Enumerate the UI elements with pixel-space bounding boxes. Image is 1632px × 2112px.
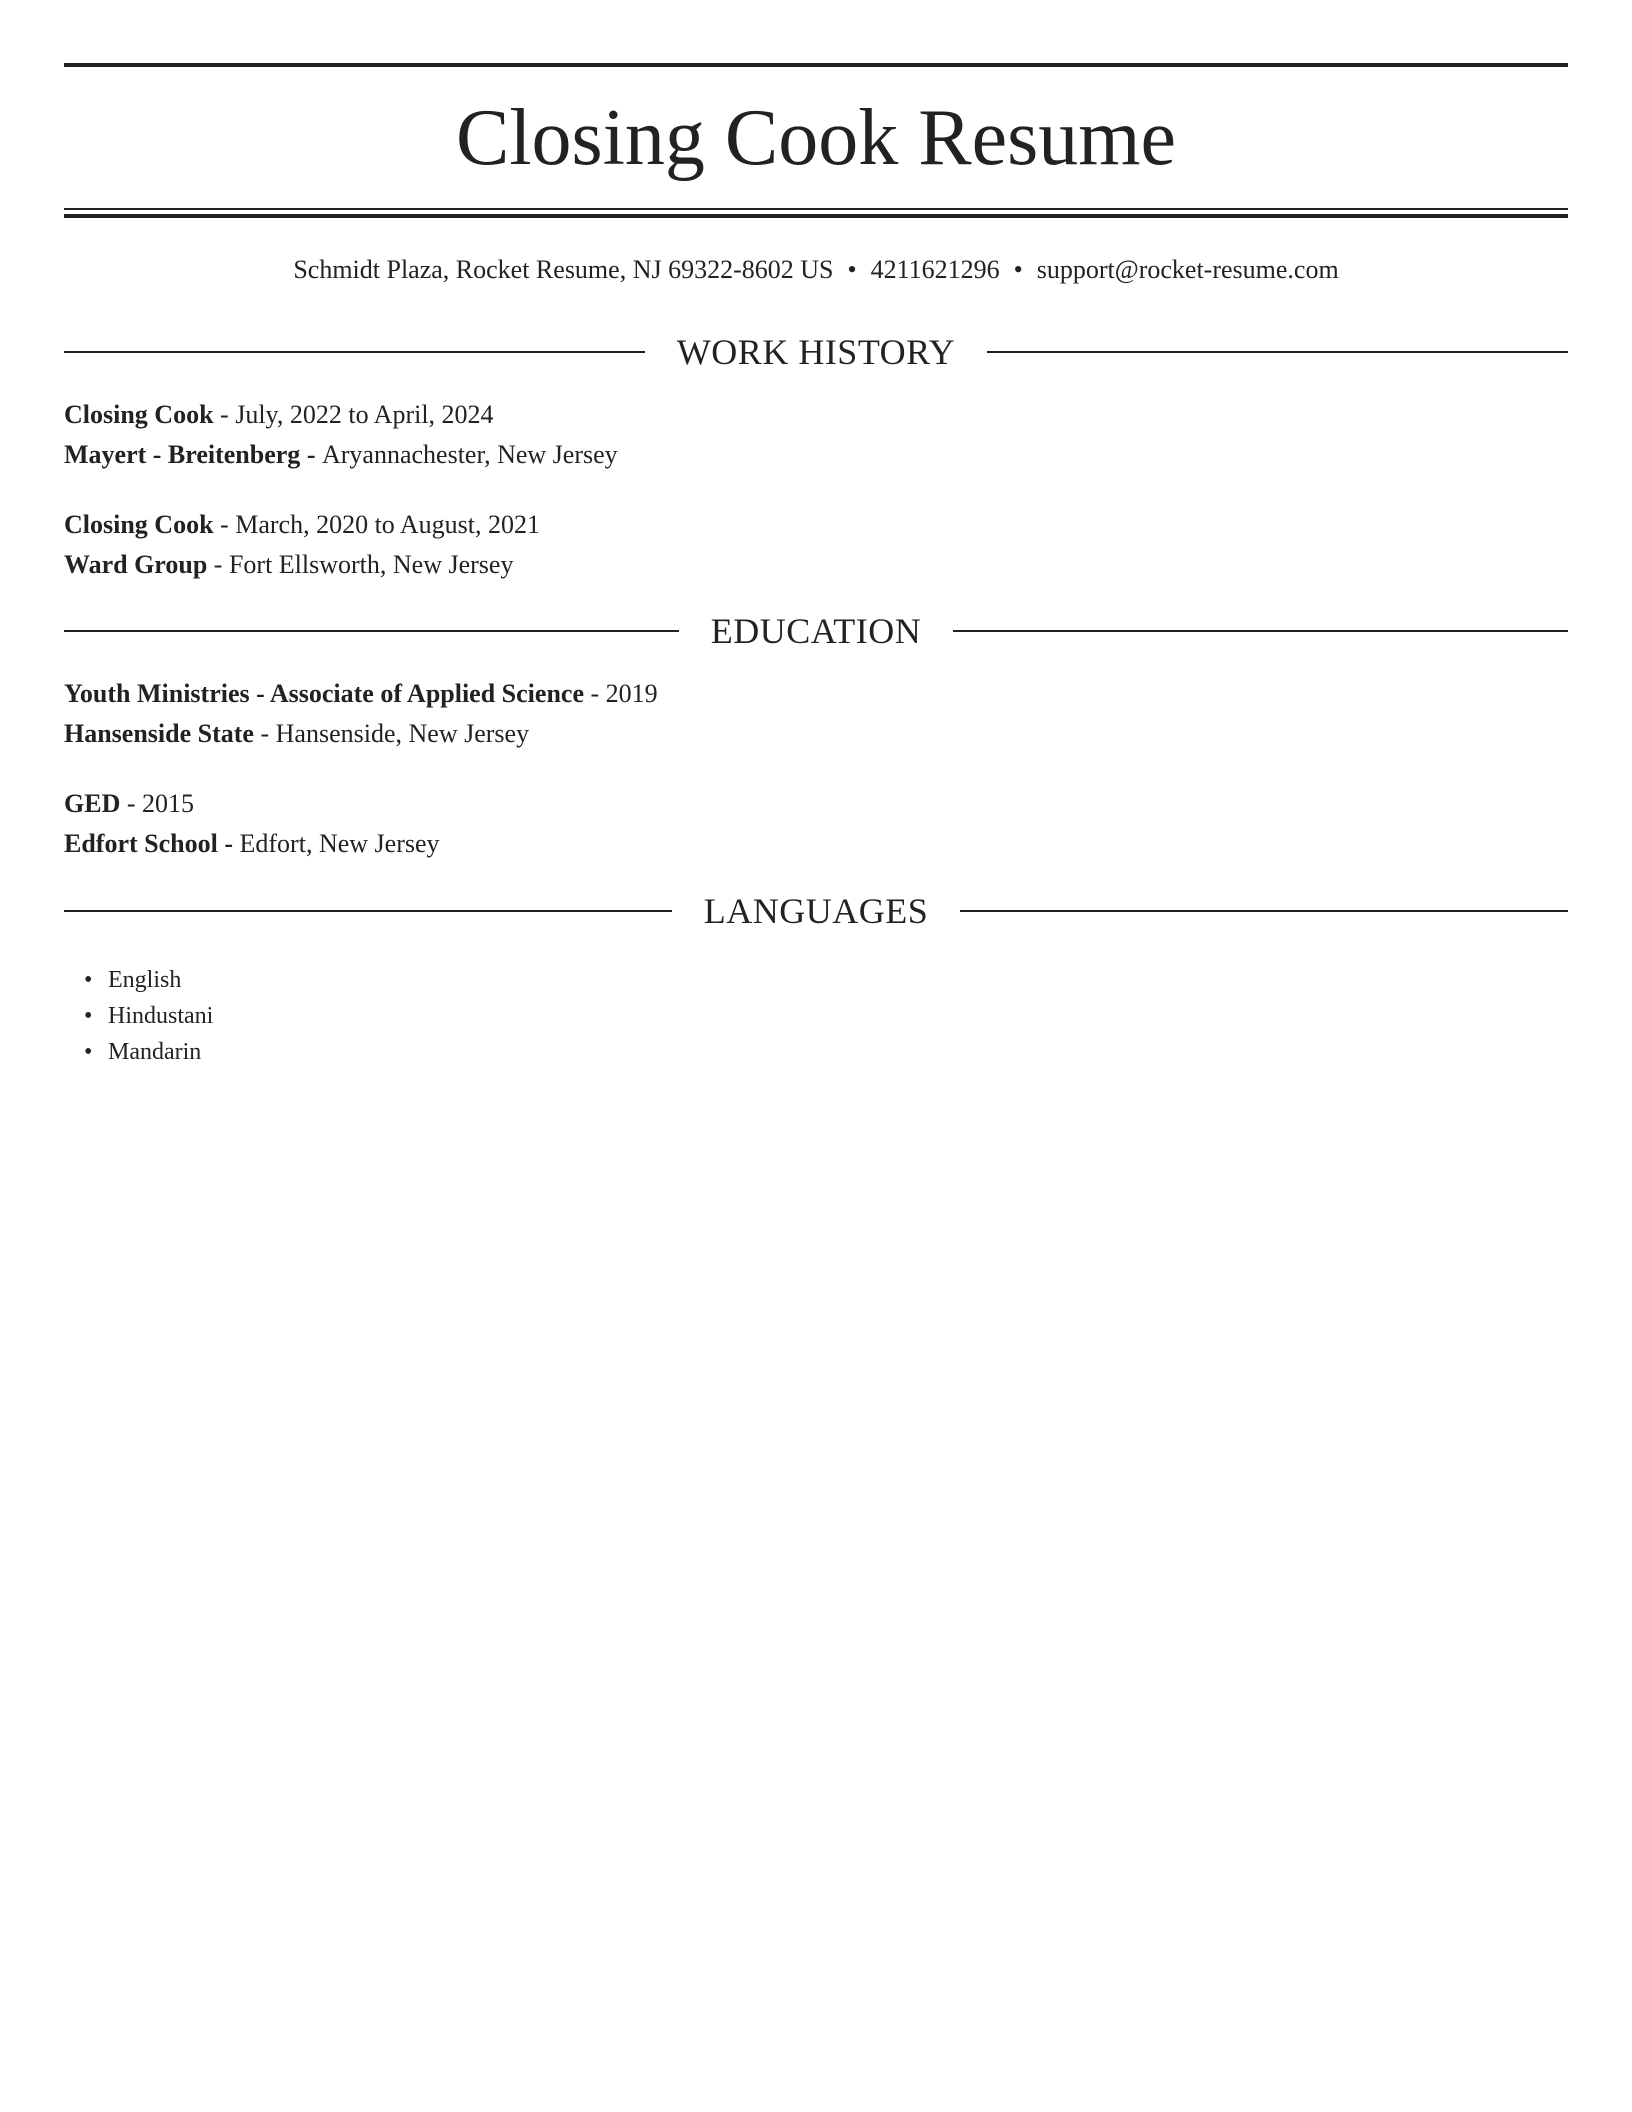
section-heading-education <box>64 606 1568 656</box>
school-name: Edfort School <box>64 829 218 858</box>
heading-rule-right <box>987 351 1568 353</box>
list-item <box>84 1034 213 1070</box>
degree: Youth Ministries - Associate of Applied Science <box>64 679 584 708</box>
top-rule <box>64 63 1568 67</box>
job-dates: March, 2020 to August, 2021 <box>235 510 540 539</box>
work-entry <box>64 505 1568 585</box>
heading-rule-left <box>64 351 645 353</box>
section-title: LANGUAGES <box>703 891 929 931</box>
dash: - <box>207 550 229 579</box>
language-name: Mandarin <box>108 1039 202 1065</box>
language-name: Hindustani <box>108 1003 214 1029</box>
bullet-icon: • <box>84 967 93 993</box>
dash: - <box>253 719 276 748</box>
job-company: Mayert - Breitenberg <box>64 440 301 469</box>
section-title: EDUCATION <box>710 611 922 651</box>
education-entry <box>64 674 1568 754</box>
heading-rule-right <box>953 630 1568 632</box>
job-dates: July, 2022 to April, 2024 <box>235 400 494 429</box>
dash: - <box>213 510 236 539</box>
graduation-year: 2019 <box>605 679 658 708</box>
school-location: Hansenside, New Jersey <box>275 719 530 748</box>
contact-separator: • <box>847 255 857 284</box>
bullet-icon: • <box>84 1039 93 1065</box>
job-title: Closing Cook <box>64 510 214 539</box>
job-title: Closing Cook <box>64 400 214 429</box>
school-name: Hansenside State <box>64 719 254 748</box>
languages-list <box>84 962 214 1070</box>
bullet-icon: • <box>84 1003 93 1029</box>
section-heading-work-history <box>64 327 1568 377</box>
contact-address: Schmidt Plaza, Rocket Resume, NJ 69322-8602 US <box>293 255 834 284</box>
title-rule-thin <box>64 208 1568 210</box>
work-entry <box>64 395 1568 475</box>
section-heading-languages <box>64 886 1568 936</box>
list-item <box>84 962 213 998</box>
dash: - <box>120 789 143 818</box>
dash: - <box>217 829 240 858</box>
dash: - <box>300 440 322 469</box>
language-name: English <box>108 967 182 993</box>
contact-line <box>64 252 1568 288</box>
heading-rule-right <box>960 910 1568 912</box>
degree: GED <box>64 789 121 818</box>
dash: - <box>584 679 606 708</box>
job-company: Ward Group <box>64 550 208 579</box>
section-title: WORK HISTORY <box>676 332 956 372</box>
contact-phone: 4211621296 <box>870 255 1000 284</box>
heading-rule-left <box>64 630 679 632</box>
list-item <box>84 998 214 1034</box>
heading-rule-left <box>64 910 672 912</box>
title-rule-thick <box>64 214 1568 218</box>
contact-separator: • <box>1013 255 1023 284</box>
graduation-year: 2015 <box>142 789 195 818</box>
contact-email: support@rocket-resume.com <box>1036 255 1339 284</box>
job-location: Aryannachester, New Jersey <box>321 440 618 469</box>
dash: - <box>213 400 236 429</box>
resume-title: Closing Cook Resume <box>455 94 1177 182</box>
job-location: Fort Ellsworth, New Jersey <box>228 550 514 579</box>
education-entry <box>64 784 1568 864</box>
school-location: Edfort, New Jersey <box>239 829 440 858</box>
